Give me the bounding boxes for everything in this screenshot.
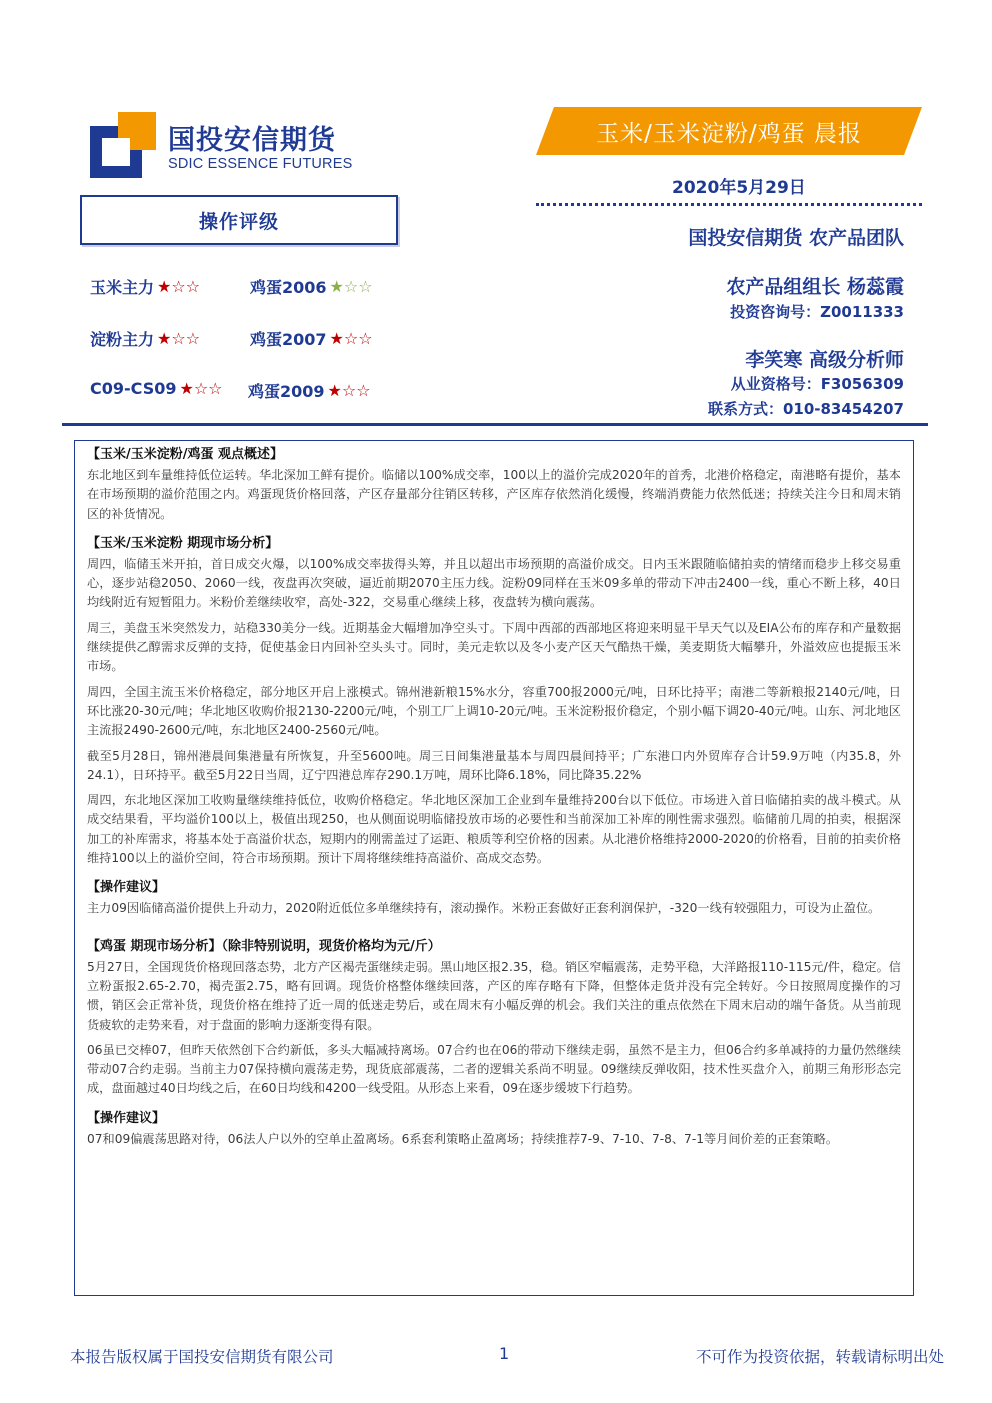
page-number: 1 (499, 1344, 510, 1363)
star-rating-icon: ★☆☆ (157, 277, 201, 296)
star-rating-icon: ★☆☆ (179, 379, 223, 398)
corn-paragraph-4: 截至5月28日，锦州港晨间集港量有所恢复，升至5600吨。周三日间集港量基本与周四晨间持平；广东港口内外贸库存合计59.9万吨（内35.8，外24.1），日环持平。截至5月22日当周，辽宁四港总库存290.1万吨，周环比降6.18%，同比降35.22% (87, 748, 901, 782)
rating-corn-main (90, 275, 200, 298)
corn-paragraph-3: 周四，全国主流玉米价格稳定，部分地区开启上涨模式。锦州港新粮15%水分，容重700报2000元/吨，日环比持平；南港二等新粮报2140元/吨，日环比涨20-30元/吨；华北地区收购价报2130-2200元/吨，个别工厂上调10-20元/吨。玉米淀粉报价稳定，个别小幅下调20-40元/吨。山东、河北地区主流报2490-2600元/吨，东北地区2400-2560元/吨。 (87, 684, 901, 738)
corn-advice-paragraph: 主力09因临储高溢价提供上升动力，2020附近低位多单继续持有，滚动操作。米粉正套做好正套利润保护，-320一线有较强阻力，可设为止盈位。 (87, 901, 881, 916)
section-heading-egg-advice: 【操作建议】 (87, 1110, 166, 1126)
analyst2-cert: 从业资格号：F3056309 (730, 375, 904, 393)
rating-egg-2007 (250, 327, 373, 350)
analyst2-name: 李笑寒 高级分析师 (745, 349, 904, 371)
rating-egg-2009 (248, 379, 371, 402)
logo-english-name: SDIC ESSENCE FUTURES (168, 156, 353, 172)
rating-label: 鸡蛋2006 (250, 278, 327, 297)
rating-label: 鸡蛋2007 (250, 330, 327, 349)
corn-paragraph-1: 周四，临储玉米开拍，首日成交火爆，以100%成交率拔得头筹，并且以超出市场预期的高溢价成交。日内玉米跟随临储拍卖的情绪而稳步上移交易重心，逐步站稳2050、2060一线，夜盘再次突破，逼近前期2070主压力线。淀粉09同样在玉米09多单的带动下冲击2400一线，重心不断上移，40日均线附近有短暂阻力。米粉价差继续收窄，高处-322，交易重心继续上移，夜盘转为横向震荡。 (87, 556, 901, 610)
rating-label: 鸡蛋2009 (248, 382, 325, 401)
section-heading-corn-advice: 【操作建议】 (87, 880, 166, 896)
egg-paragraph-1: 5月27日，全国现货价格现回落态势，北方产区褐壳蛋继续走弱。黑山地区报2.35，稳。销区窄幅震荡，走势平稳，大洋路报110-115元/件，稳定。信立粉蛋报2.65-2.70，褐壳蛋2.75，略有回调。现货价格整体继续回落，产区的库存略有下降，但整体走货并没有完全转好。今日按照周度操作的习惯，销区会正常补货，现货价格在维持了近一周的低迷走势后，或在周末有小幅反弹的机会。我们关注的重点依然在下周末启动的端午备货。从当前现货疲软的走势来看，对于盘面的影响力逐渐变得有限。 (87, 959, 901, 1032)
footer-copyright: 本报告版权属于国投安信期货有限公司 (70, 1348, 334, 1366)
star-rating-icon: ★☆☆ (329, 329, 373, 348)
star-rating-icon: ★☆☆ (329, 277, 373, 296)
contact-info: 联系方式：010-83454207 (707, 400, 904, 418)
report-title-banner (536, 107, 922, 155)
egg-advice-paragraph: 07和09偏震荡思路对待，06法人户以外的空单止盈离场。6系套利策略止盈离场；持续推荐7-9、7-10、7-8、7-1等月间价差的正套策略。 (87, 1131, 839, 1146)
section-heading-overview: 【玉米/玉米淀粉/鸡蛋 观点概述】 (87, 447, 284, 462)
rating-box (80, 195, 398, 245)
rating-egg-2006 (250, 275, 373, 298)
section-heading-corn-market: 【玉米/玉米淀粉 期现市场分析】 (87, 535, 279, 551)
logo-mark-icon (90, 112, 156, 178)
corn-paragraph-2: 周三，美盘玉米突然发力，站稳330美分一线。近期基金大幅增加净空头寸。下周中西部的西部地区将迎来明显干旱天气以及EIA公布的库存和产量数据继续提供乙醇需求反弹的支持，促使基金日内回补空头头寸。同时，美元走软以及冬小麦产区天气酷热干燥，美麦期货大幅攀升，外溢效应也提振玉米市场。 (87, 620, 901, 674)
section-heading-egg-market: 【鸡蛋 期现市场分析】（除非特别说明，现货价格均为元/斤） (87, 938, 441, 954)
team-name: 国投安信期货 农产品团队 (688, 227, 904, 249)
analyst1-cert: 投资咨询号：Z0011333 (730, 303, 904, 321)
rating-title: 操作评级 (198, 210, 279, 233)
company-logo (90, 112, 360, 178)
report-title: 玉米/玉米淀粉/鸡蛋 晨报 (596, 120, 862, 147)
star-rating-icon: ★☆☆ (157, 329, 201, 348)
corn-paragraph-5: 周四，东北地区深加工收购量继续维持低位，收购价格稳定。华北地区深加工企业到车量维持200台以下低位。市场进入首日临储拍卖的战斗模式。从成交结果看，平均溢价100以上，极值出现250，也从侧面说明临储投放市场的必要性和当前深加工补库的刚性需求强烈。临储前几周的拍卖，根据深加工的补库需求，将基本处于高溢价状态，短期内的刚需盖过了运距、粮质等利空价格的因素。从北港价格维持2000-2020的价格看，目前的拍卖价格维持100以上的溢价空间，符合市场预期。预计下周将继续维持高溢价、高成交态势。 (87, 793, 901, 866)
egg-paragraph-2: 06虽已交棒07，但昨天依然创下合约新低，多头大幅减持离场。07合约也在06的带动下继续走弱，虽然不是主力，但06合约多单减持的力量仍然继续带动07合约走弱。当前主力07保持横向震荡走势，现货底部震荡，二者的逻辑关系尚不明显。09继续反弹收阳，技术性买盘介入，前期三角形形态完成，盘面越过40日均线之后，在60日均线和4200一线受阻。从形态上来看，09在逐步缓坡下行趋势。 (87, 1042, 901, 1096)
report-date: 2020年5月29日 (672, 178, 806, 198)
analyst1-name: 农产品组组长 杨蕊霞 (726, 276, 904, 298)
report-content (74, 440, 914, 1296)
rating-label: 玉米主力 (90, 278, 155, 297)
overview-paragraph: 东北地区到车量维持低位运转。华北深加工鲜有提价。临储以100%成交率，100以上的溢价完成2020年的首秀，北港价格稳定，南港略有提价，基本在市场预期的溢价范围之内。鸡蛋现货价格回落，产区存量部分往销区转移，产区库存依然消化缓慢，终端消费能力依然低迷；持续关注今日和周末销区的补货情况。 (87, 468, 901, 521)
rating-label: 淀粉主力 (90, 330, 155, 349)
logo-chinese-name: 国投安信期货 (168, 125, 336, 156)
star-rating-icon: ★☆☆ (327, 381, 371, 400)
rating-c09-cs09 (90, 379, 223, 398)
rating-label: C09-CS09 (90, 379, 177, 398)
footer-disclaimer: 不可作为投资依据，转载请标明出处 (695, 1348, 944, 1366)
header-rule (62, 423, 928, 426)
rating-starch-main (90, 327, 200, 350)
header-divider (536, 203, 922, 206)
